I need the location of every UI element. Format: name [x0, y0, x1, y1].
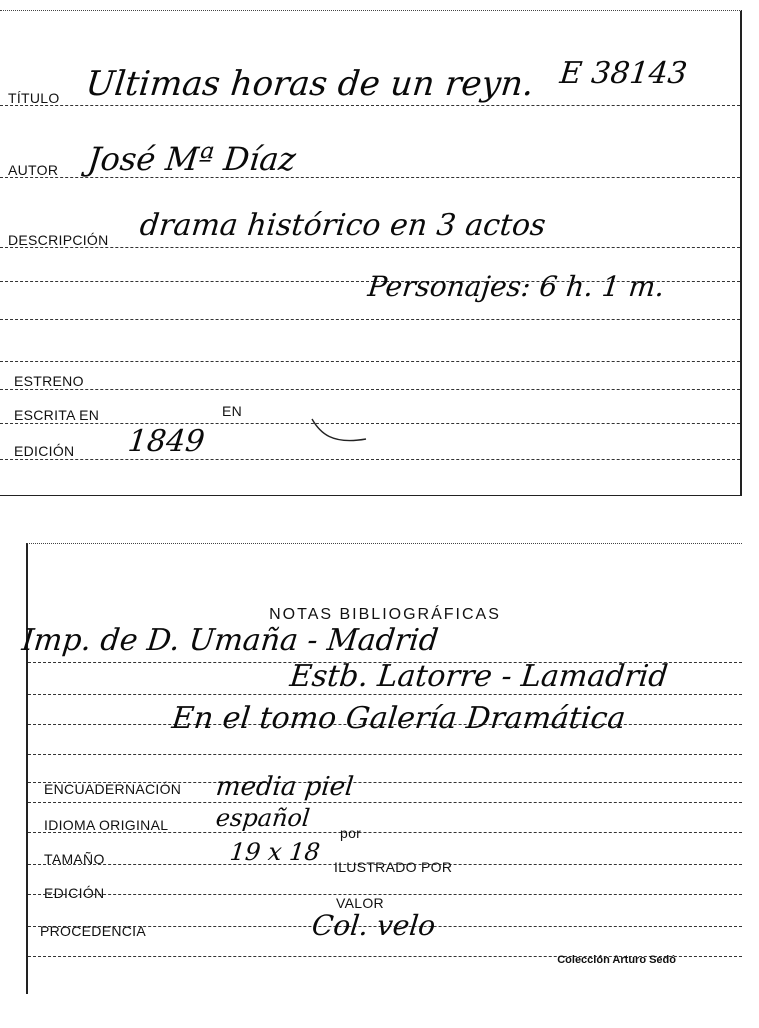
heading-notas-bibliograficas: NOTAS BIBLIOGRÁFICAS	[269, 606, 501, 623]
label-valor: VALOR	[336, 895, 384, 911]
value-autor: José Mª Díaz	[86, 140, 298, 178]
value-procedencia: Col. velo	[310, 909, 438, 942]
label-procedencia: PROCEDENCIA	[40, 923, 146, 939]
label-edicion-back: EDICIÓN	[44, 885, 105, 901]
value-idioma: español	[214, 804, 312, 832]
line-escrita	[0, 423, 740, 424]
line-estreno	[0, 389, 740, 390]
line-note-2	[28, 694, 742, 695]
footer-coleccion: Colección Arturo Sedó	[557, 954, 676, 966]
line-blank-2	[0, 319, 740, 320]
value-catalog-number: E 38143	[558, 56, 689, 91]
value-personajes: Personajes: 6 h. 1 m.	[366, 270, 666, 303]
catalog-card-back	[20, 543, 742, 994]
label-autor: AUTOR	[8, 162, 59, 178]
label-idioma-original: IDIOMA ORIGINAL	[44, 817, 169, 833]
value-encuadernacion: media piel	[214, 772, 356, 802]
line-blank-3	[0, 361, 740, 362]
pen-stroke-mark	[310, 415, 370, 451]
value-note-imprenta: Imp. de D. Umaña - Madrid	[20, 623, 441, 658]
label-ilustrado-por: ILUSTRADO POR	[334, 859, 453, 875]
line-encuadernacion	[28, 802, 742, 803]
label-tamano: TAMAÑO	[44, 851, 105, 867]
label-encuadernacion: ENCUADERNACIÓN	[44, 781, 182, 797]
catalog-card-front	[0, 10, 742, 496]
line-descripcion	[0, 247, 740, 248]
value-titulo: Ultimas horas de un reyn.	[83, 64, 536, 104]
line-note-4	[28, 754, 742, 755]
value-edicion: 1849	[126, 424, 207, 459]
label-estreno: ESTRENO	[14, 373, 84, 389]
value-note-tomo: En el tomo Galería Dramática	[170, 701, 628, 736]
value-note-establecimiento: Estb. Latorre - Lamadrid	[288, 659, 670, 694]
value-descripcion: drama histórico en 3 actos	[138, 208, 548, 243]
label-titulo: TÍTULO	[8, 90, 60, 106]
line-edicion2	[28, 894, 742, 895]
label-escrita-en: ESCRITA EN	[14, 407, 100, 423]
label-edicion: EDICIÓN	[14, 443, 75, 459]
label-descripcion: DESCRIPCIÓN	[8, 232, 109, 248]
label-en: EN	[222, 403, 243, 419]
label-por: por	[340, 825, 362, 841]
value-tamano: 19 x 18	[228, 838, 322, 866]
line-titulo	[0, 105, 740, 106]
line-edicion	[0, 459, 740, 460]
